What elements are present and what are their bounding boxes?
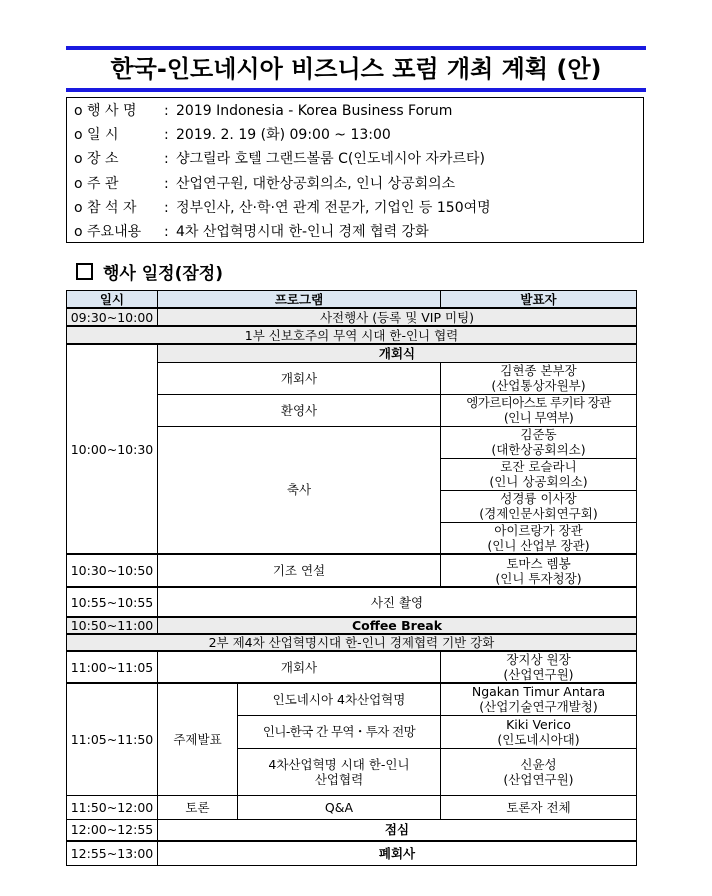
table-row bbox=[67, 554, 637, 587]
speaker-org: (대한상공회의소) bbox=[491, 442, 586, 457]
program-cell: 환영사 bbox=[158, 394, 441, 426]
header-time: 일시 bbox=[67, 291, 158, 309]
speaker-org: (산업연구원) bbox=[503, 771, 574, 787]
info-label: o 참 석 자 bbox=[74, 199, 137, 216]
info-value: 4차 산업혁명시대 한-인니 경제 협력 강화 bbox=[176, 223, 429, 240]
info-label: o 행 사 명 bbox=[74, 103, 137, 119]
speaker-name: 로잔 로슬라니 bbox=[500, 459, 577, 474]
speaker-cell bbox=[441, 394, 637, 426]
colon: : bbox=[164, 103, 169, 119]
colon: : bbox=[164, 199, 169, 216]
speaker-name: 김준동 bbox=[520, 427, 557, 442]
info-row-date bbox=[67, 123, 643, 147]
category-cell: 토론 bbox=[158, 795, 238, 819]
topic-line: 4차산업혁명 시대 한-인니 bbox=[268, 756, 410, 772]
program-cell: 개회사 bbox=[158, 651, 441, 683]
table-row bbox=[67, 344, 637, 362]
event-info-box bbox=[66, 97, 644, 243]
time-cell: 11:05~11:50 bbox=[67, 683, 158, 795]
header-speaker: 발표자 bbox=[441, 291, 637, 309]
time-cell: 09:30~10:00 bbox=[67, 308, 158, 326]
speaker-org: (인니 산업부 장관) bbox=[487, 537, 590, 553]
colon: : bbox=[164, 151, 169, 168]
speaker-org: (인도네시아대) bbox=[497, 731, 580, 747]
info-row-name bbox=[67, 99, 643, 123]
part-row bbox=[67, 634, 637, 651]
speaker-name: Kiki Verico bbox=[506, 716, 571, 732]
program-cell: 점심 bbox=[158, 819, 637, 841]
info-value: 샹그릴라 호텔 그랜드볼룸 C(인도네시아 자카르타) bbox=[176, 151, 485, 168]
table-row bbox=[67, 617, 637, 634]
topic-line: 산업협력 bbox=[314, 771, 364, 787]
speaker-org: (산업통상자원부) bbox=[491, 378, 586, 393]
time-cell: 12:55~13:00 bbox=[67, 841, 158, 865]
speaker-cell bbox=[441, 683, 637, 715]
program-cell: 개회사 bbox=[158, 362, 441, 394]
info-label: o 주요내용 bbox=[74, 223, 142, 240]
program-cell: 기조 연설 bbox=[158, 554, 441, 587]
program-cell: 사전행사 (등록 및 VIP 미팅) bbox=[158, 308, 637, 326]
info-value: 2019. 2. 19 (화) 09:00 ~ 13:00 bbox=[176, 127, 391, 144]
section-title: 행사 일정(잠정) bbox=[103, 264, 223, 284]
speaker-org: (경제인문사회연구회) bbox=[479, 506, 598, 521]
time-cell: 10:50~11:00 bbox=[67, 617, 158, 634]
speaker-name: 아이르랑가 장관 bbox=[494, 522, 583, 538]
table-row bbox=[67, 819, 637, 841]
info-row-content bbox=[67, 220, 643, 244]
info-label: o 장 소 bbox=[74, 151, 119, 168]
program-cell: 사진 촬영 bbox=[158, 587, 637, 617]
speaker-cell bbox=[441, 748, 637, 795]
speaker-name: 성경륭 이사장 bbox=[500, 491, 577, 506]
speaker-cell bbox=[441, 458, 637, 490]
section-heading bbox=[76, 259, 223, 284]
info-row-venue bbox=[67, 147, 643, 171]
colon: : bbox=[164, 127, 169, 144]
colon: : bbox=[164, 223, 169, 240]
program-cell: Coffee Break bbox=[158, 617, 637, 634]
colon: : bbox=[164, 175, 169, 192]
program-cell: 폐회사 bbox=[158, 841, 637, 865]
speaker-name: 신윤성 bbox=[520, 756, 557, 772]
time-cell: 10:30~10:50 bbox=[67, 554, 158, 587]
speaker-name: 토마스 렘봉 bbox=[506, 555, 571, 571]
table-row bbox=[67, 308, 637, 326]
part-title: 2부 제4차 산업혁명시대 한-인니 경제협력 기반 강화 bbox=[67, 634, 637, 651]
info-value: 산업연구원, 대한상공회의소, 인니 상공회의소 bbox=[176, 175, 456, 192]
speaker-cell bbox=[441, 651, 637, 683]
table-row bbox=[67, 841, 637, 865]
category-cell: 주제발표 bbox=[158, 683, 238, 795]
title-banner bbox=[66, 46, 646, 92]
table-row bbox=[67, 795, 637, 819]
info-value: 2019 Indonesia - Korea Business Forum bbox=[176, 103, 453, 119]
info-label: o 일 시 bbox=[74, 127, 119, 144]
topic-cell bbox=[238, 748, 441, 795]
table-row bbox=[67, 683, 637, 715]
info-row-attendees bbox=[67, 196, 643, 220]
info-row-host bbox=[67, 172, 643, 196]
table-row bbox=[67, 587, 637, 617]
program-cell: 개회식 bbox=[158, 344, 637, 362]
topic-cell: 인도네시아 4차산업혁명 bbox=[238, 683, 441, 715]
speaker-org: (인니 상공회의소) bbox=[489, 474, 588, 489]
speaker-org: (인니 무역부) bbox=[503, 410, 574, 425]
header-program: 프로그램 bbox=[158, 291, 441, 309]
speaker-cell bbox=[441, 715, 637, 748]
part-title: 1부 신보호주의 무역 시대 한-인니 협력 bbox=[67, 326, 637, 344]
time-cell: 10:55~10:55 bbox=[67, 587, 158, 617]
speaker-cell bbox=[441, 522, 637, 554]
speaker-name: Ngakan Timur Antara bbox=[471, 684, 606, 700]
page-title: 한국-인도네시아 비즈니스 포럼 개최 계획 (안) bbox=[110, 55, 602, 83]
speaker-cell bbox=[441, 426, 637, 458]
time-cell: 10:00~10:30 bbox=[67, 344, 158, 554]
time-cell: 11:50~12:00 bbox=[67, 795, 158, 819]
speaker-name: 김현종 본부장 bbox=[500, 363, 577, 378]
info-label: o 주 관 bbox=[74, 175, 119, 192]
speaker-cell bbox=[441, 554, 637, 587]
table-row bbox=[67, 651, 637, 683]
time-cell: 11:00~11:05 bbox=[67, 651, 158, 683]
speaker-cell bbox=[441, 362, 637, 394]
speaker-org: (산업연구원) bbox=[503, 667, 574, 682]
speaker-org: (산업기술연구개발청) bbox=[479, 699, 598, 715]
part-row bbox=[67, 326, 637, 344]
speaker-name: 장지상 원장 bbox=[506, 652, 571, 667]
speaker-cell: 토론자 전체 bbox=[441, 795, 637, 819]
table-header bbox=[67, 291, 637, 309]
info-value: 정부인사, 산·학·연 관계 전문가, 기업인 등 150여명 bbox=[176, 199, 491, 216]
program-cell: 축사 bbox=[158, 426, 441, 554]
time-cell: 12:00~12:55 bbox=[67, 819, 158, 841]
schedule-table bbox=[66, 290, 637, 866]
speaker-cell bbox=[441, 490, 637, 522]
speaker-name: 엥가르티아스토 루키타 장관 bbox=[466, 395, 611, 410]
speaker-org: (인니 투자청장) bbox=[495, 570, 582, 586]
topic-cell: Q&A bbox=[238, 795, 441, 819]
square-bullet-icon bbox=[76, 263, 93, 280]
topic-cell: 인니-한국 간 무역・투자 전망 bbox=[238, 715, 441, 748]
